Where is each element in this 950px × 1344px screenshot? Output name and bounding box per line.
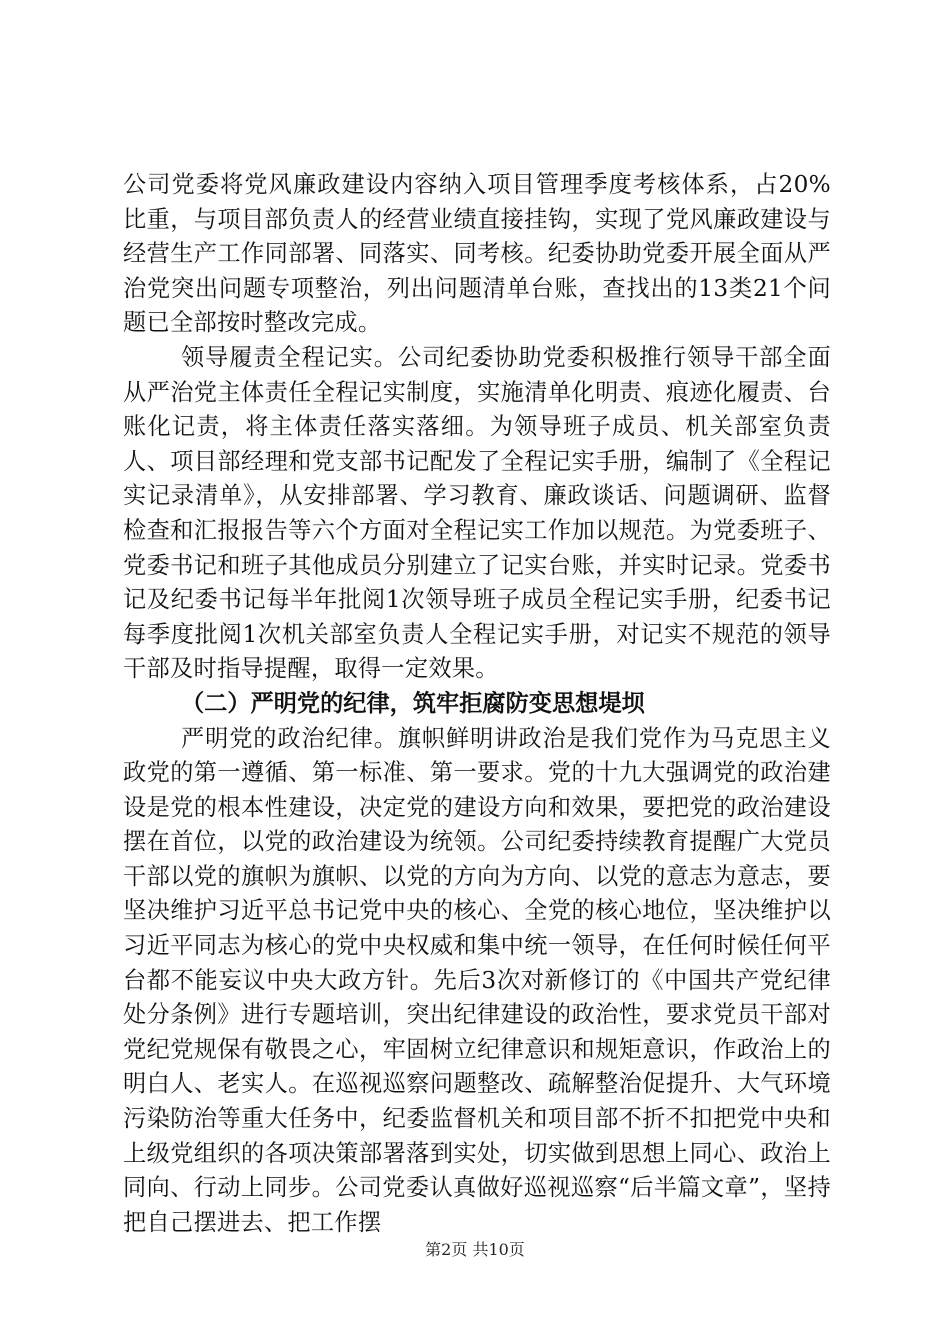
- paragraph-political-discipline: 严明党的政治纪律。旗帜鲜明讲政治是我们党作为马克思主义政党的第一遵循、第一标准、第一要求。党的十九大强调党的政治建设是党的根本性建设，决定党的建设方向和效果，要把党的政治建设摆在首位，以党的政治建设为统领。公司纪委持续教育提醒广大党员干部以党的旗帜为旗帜、以党的方向为方向、以党的意志为意志，要坚决维护习近平总书记党中央的核心、全党的核心地位，坚决维护以习近平同志为核心的党中央权威和集中统一领导，在任何时候任何平台都不能妄议中央大政方针。先后3次对新修订的《中国共产党纪律处分条例》进行专题培训，突出纪律建设的政治性，要求党员干部对党纪党规保有敬畏之心，牢固树立纪律意识和规矩意识，作政治上的明白人、老实人。在巡视巡察问题整改、疏解整治促提升、大气环境污染防治等重大任务中，纪委监督机关和项目部不折不扣把党中央和上级党组织的各项决策部署落到实处，切实做到思想上同心、政治上同向、行动上同步。公司党委认真做好巡视巡察“后半篇文章”，坚持把自己摆进去、把工作摆: [123, 724, 831, 1236]
- section-heading: （二）严明党的纪律，筑牢拒腐防变思想堤坝: [181, 689, 645, 717]
- paragraph-leadership-record: 领导履责全程记实。公司纪委协助党委积极推行领导干部全面从严治党主体责任全程记实制度，实施清单化明责、痕迹化履责、台账化记责，将主体责任落实落细。为领导班子成员、机关部室负责人、项目部经理和党支部书记配发了全程记实手册，编制了《全程记实记录清单》，从安排部署、学习教育、廉政谈话、问题调研、监督检查和汇报报告等六个方面对全程记实工作加以规范。为党委班子、党委书记和班子其他成员分别建立了记实台账，并实时记录。党委书记及纪委书记每半年批阅1次领导班子成员全程记实手册，纪委书记每季度批阅1次机关部室负责人全程记实手册，对记实不规范的领导干部及时指导提醒，取得一定效果。: [123, 343, 831, 683]
- document-body: [123, 168, 831, 1240]
- paragraph-continuation: 公司党委将党风廉政建设内容纳入项目管理季度考核体系，占20%比重，与项目部负责人的经营业绩直接挂钩，实现了党风廉政建设与经营生产工作同部署、同落实、同考核。纪委协助党委开展全面从严治党突出问题专项整治，列出问题清单台账，查找出的13类21个问题已全部按时整改完成。: [123, 171, 831, 337]
- page-footer: 第2页 共10页: [425, 1240, 525, 1259]
